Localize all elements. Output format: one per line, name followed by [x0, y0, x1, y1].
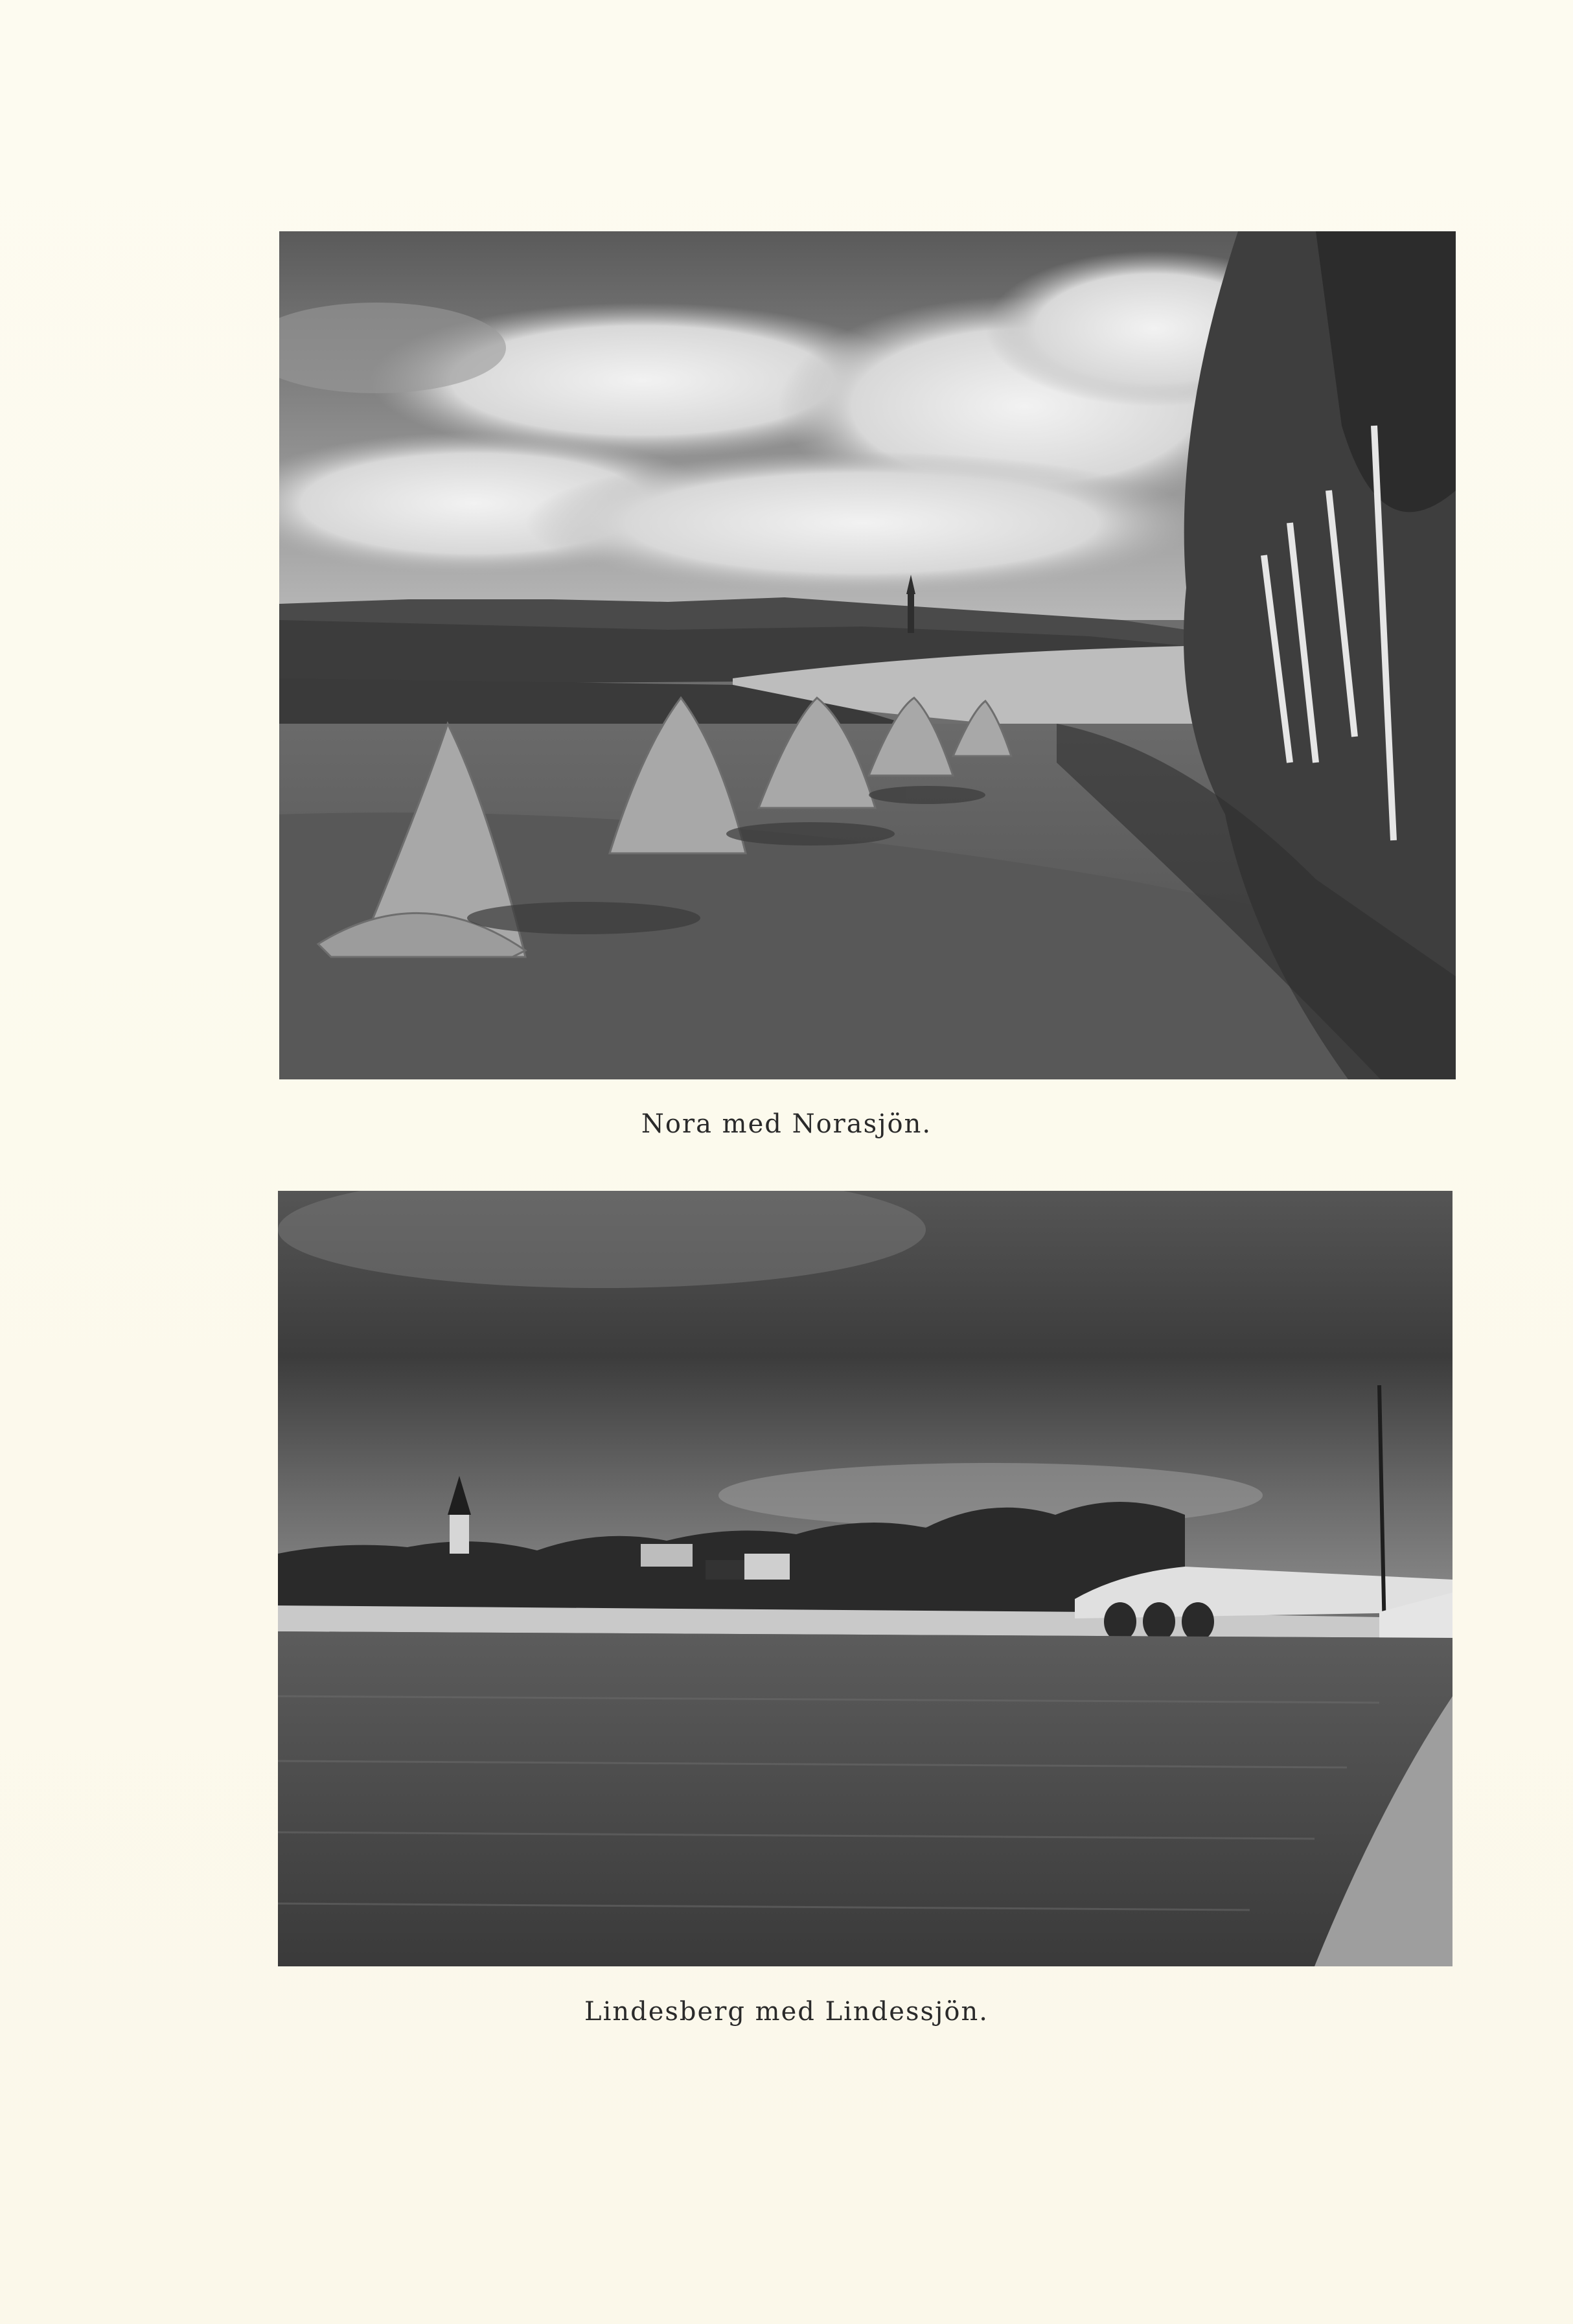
photo-nora-landscape [279, 231, 1456, 1079]
photo-lindesberg-image [278, 1191, 1452, 1966]
photo-lindesberg-lake [278, 1191, 1452, 1966]
figure-caption-lindesberg: Lindesberg med Lindessjön. [584, 1997, 989, 2027]
photo-nora-image [279, 231, 1456, 1079]
figure-caption-nora: Nora med Norasjön. [641, 1109, 932, 1139]
